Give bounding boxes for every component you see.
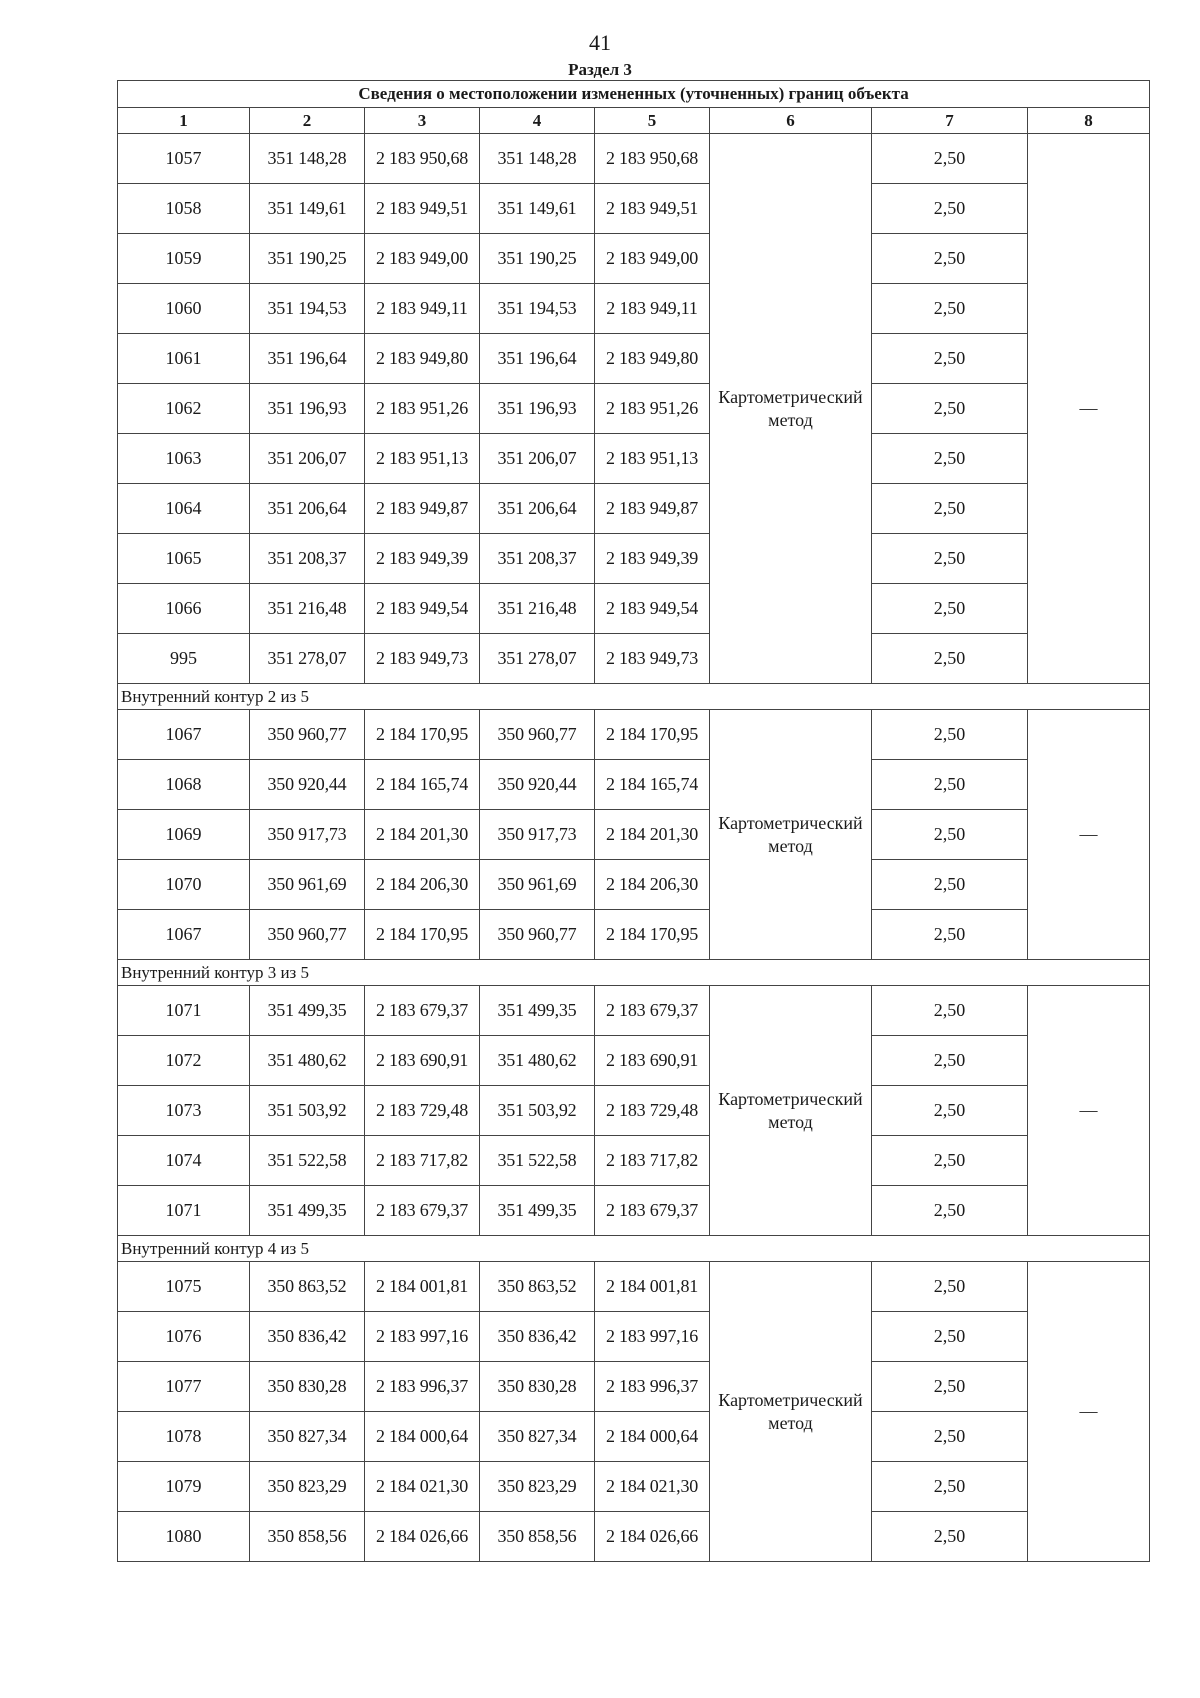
x-old-cell: 351 499,35 xyxy=(250,986,365,1036)
accuracy-cell: 2,50 xyxy=(872,1412,1028,1462)
point-number-cell: 1069 xyxy=(118,810,250,860)
contour-heading: Внутренний контур 2 из 5 xyxy=(118,684,1150,710)
accuracy-cell: 2,50 xyxy=(872,1262,1028,1312)
x-new-cell: 350 823,29 xyxy=(480,1462,595,1512)
y-old-cell: 2 184 201,30 xyxy=(365,810,480,860)
y-new-cell: 2 184 170,95 xyxy=(595,910,710,960)
table-caption: Сведения о местоположении измененных (уточненных) границ объекта xyxy=(118,81,1150,108)
accuracy-cell: 2,50 xyxy=(872,1036,1028,1086)
x-old-cell: 350 836,42 xyxy=(250,1312,365,1362)
table-row xyxy=(118,534,1150,584)
x-old-cell: 351 196,64 xyxy=(250,334,365,384)
x-old-cell: 350 917,73 xyxy=(250,810,365,860)
point-number-cell: 1066 xyxy=(118,584,250,634)
method-cell: Картометрический метод xyxy=(710,1262,872,1562)
x-new-cell: 350 836,42 xyxy=(480,1312,595,1362)
x-new-cell: 351 499,35 xyxy=(480,1186,595,1236)
column-number-5: 5 xyxy=(595,108,710,134)
accuracy-cell: 2,50 xyxy=(872,760,1028,810)
accuracy-cell: 2,50 xyxy=(872,634,1028,684)
table-row xyxy=(118,1412,1150,1462)
point-number-cell: 1057 xyxy=(118,134,250,184)
point-number-cell: 1068 xyxy=(118,760,250,810)
contour-heading-row xyxy=(118,960,1150,986)
table-row xyxy=(118,484,1150,534)
point-number-cell: 1063 xyxy=(118,434,250,484)
y-new-cell: 2 183 679,37 xyxy=(595,1186,710,1236)
x-new-cell: 351 216,48 xyxy=(480,584,595,634)
y-new-cell: 2 183 949,11 xyxy=(595,284,710,334)
point-number-cell: 1060 xyxy=(118,284,250,334)
y-new-cell: 2 183 949,39 xyxy=(595,534,710,584)
boundary-table xyxy=(117,80,1150,1562)
y-new-cell: 2 183 951,13 xyxy=(595,434,710,484)
x-old-cell: 351 196,93 xyxy=(250,384,365,434)
x-new-cell: 351 278,07 xyxy=(480,634,595,684)
table-row xyxy=(118,910,1150,960)
point-number-cell: 1077 xyxy=(118,1362,250,1412)
y-old-cell: 2 183 949,54 xyxy=(365,584,480,634)
accuracy-cell: 2,50 xyxy=(872,1462,1028,1512)
x-new-cell: 351 194,53 xyxy=(480,284,595,334)
column-number-6: 6 xyxy=(710,108,872,134)
column-number-2: 2 xyxy=(250,108,365,134)
description-cell: — xyxy=(1028,710,1150,960)
accuracy-cell: 2,50 xyxy=(872,810,1028,860)
accuracy-cell: 2,50 xyxy=(872,1086,1028,1136)
x-old-cell: 351 206,64 xyxy=(250,484,365,534)
x-new-cell: 351 149,61 xyxy=(480,184,595,234)
y-new-cell: 2 183 690,91 xyxy=(595,1036,710,1086)
x-new-cell: 350 830,28 xyxy=(480,1362,595,1412)
x-new-cell: 351 148,28 xyxy=(480,134,595,184)
point-number-cell: 1059 xyxy=(118,234,250,284)
accuracy-cell: 2,50 xyxy=(872,710,1028,760)
point-number-cell: 1067 xyxy=(118,710,250,760)
table-row xyxy=(118,1136,1150,1186)
x-old-cell: 350 961,69 xyxy=(250,860,365,910)
x-old-cell: 351 522,58 xyxy=(250,1136,365,1186)
method-cell: Картометрический метод xyxy=(710,134,872,684)
point-number-cell: 1080 xyxy=(118,1512,250,1562)
x-new-cell: 351 499,35 xyxy=(480,986,595,1036)
accuracy-cell: 2,50 xyxy=(872,484,1028,534)
table-row xyxy=(118,810,1150,860)
x-new-cell: 350 858,56 xyxy=(480,1512,595,1562)
contour-heading-row xyxy=(118,684,1150,710)
point-number-cell: 1079 xyxy=(118,1462,250,1512)
y-new-cell: 2 184 170,95 xyxy=(595,710,710,760)
x-new-cell: 351 208,37 xyxy=(480,534,595,584)
y-new-cell: 2 184 026,66 xyxy=(595,1512,710,1562)
y-old-cell: 2 183 950,68 xyxy=(365,134,480,184)
table-row xyxy=(118,1036,1150,1086)
accuracy-cell: 2,50 xyxy=(872,910,1028,960)
table-row xyxy=(118,134,1150,184)
y-old-cell: 2 183 949,11 xyxy=(365,284,480,334)
accuracy-cell: 2,50 xyxy=(872,434,1028,484)
x-old-cell: 350 863,52 xyxy=(250,1262,365,1312)
accuracy-cell: 2,50 xyxy=(872,334,1028,384)
table-row xyxy=(118,1512,1150,1562)
y-new-cell: 2 183 949,73 xyxy=(595,634,710,684)
x-new-cell: 351 196,93 xyxy=(480,384,595,434)
x-old-cell: 351 216,48 xyxy=(250,584,365,634)
y-old-cell: 2 184 026,66 xyxy=(365,1512,480,1562)
y-old-cell: 2 183 996,37 xyxy=(365,1362,480,1412)
y-old-cell: 2 183 679,37 xyxy=(365,1186,480,1236)
accuracy-cell: 2,50 xyxy=(872,986,1028,1036)
y-old-cell: 2 184 170,95 xyxy=(365,710,480,760)
y-old-cell: 2 183 949,51 xyxy=(365,184,480,234)
contour-heading: Внутренний контур 3 из 5 xyxy=(118,960,1150,986)
point-number-cell: 1061 xyxy=(118,334,250,384)
point-number-cell: 1070 xyxy=(118,860,250,910)
table-row xyxy=(118,760,1150,810)
y-new-cell: 2 183 997,16 xyxy=(595,1312,710,1362)
y-old-cell: 2 184 170,95 xyxy=(365,910,480,960)
x-old-cell: 351 499,35 xyxy=(250,1186,365,1236)
y-new-cell: 2 184 021,30 xyxy=(595,1462,710,1512)
accuracy-cell: 2,50 xyxy=(872,1136,1028,1186)
description-cell: — xyxy=(1028,986,1150,1236)
point-number-cell: 1072 xyxy=(118,1036,250,1086)
y-old-cell: 2 183 949,00 xyxy=(365,234,480,284)
x-old-cell: 350 858,56 xyxy=(250,1512,365,1562)
x-new-cell: 350 961,69 xyxy=(480,860,595,910)
y-old-cell: 2 183 717,82 xyxy=(365,1136,480,1186)
point-number-cell: 1074 xyxy=(118,1136,250,1186)
accuracy-cell: 2,50 xyxy=(872,134,1028,184)
accuracy-cell: 2,50 xyxy=(872,1186,1028,1236)
point-number-cell: 1062 xyxy=(118,384,250,434)
x-old-cell: 351 194,53 xyxy=(250,284,365,334)
x-old-cell: 350 827,34 xyxy=(250,1412,365,1462)
x-new-cell: 351 503,92 xyxy=(480,1086,595,1136)
x-new-cell: 350 960,77 xyxy=(480,910,595,960)
table-row xyxy=(118,986,1150,1036)
method-cell: Картометрический метод xyxy=(710,710,872,960)
point-number-cell: 1071 xyxy=(118,1186,250,1236)
y-old-cell: 2 183 949,39 xyxy=(365,534,480,584)
y-new-cell: 2 184 201,30 xyxy=(595,810,710,860)
column-number-8: 8 xyxy=(1028,108,1150,134)
table-row xyxy=(118,434,1150,484)
description-cell: — xyxy=(1028,134,1150,684)
y-old-cell: 2 183 951,13 xyxy=(365,434,480,484)
table-row xyxy=(118,384,1150,434)
table-row xyxy=(118,1362,1150,1412)
accuracy-cell: 2,50 xyxy=(872,860,1028,910)
table-row xyxy=(118,710,1150,760)
x-old-cell: 350 823,29 xyxy=(250,1462,365,1512)
section-title: Раздел 3 xyxy=(568,60,632,79)
accuracy-cell: 2,50 xyxy=(872,534,1028,584)
x-new-cell: 350 917,73 xyxy=(480,810,595,860)
table-row xyxy=(118,1312,1150,1362)
x-new-cell: 350 827,34 xyxy=(480,1412,595,1462)
x-old-cell: 350 960,77 xyxy=(250,910,365,960)
point-number-cell: 1076 xyxy=(118,1312,250,1362)
y-new-cell: 2 183 951,26 xyxy=(595,384,710,434)
table-row xyxy=(118,1262,1150,1312)
point-number-cell: 1071 xyxy=(118,986,250,1036)
x-old-cell: 351 148,28 xyxy=(250,134,365,184)
y-new-cell: 2 184 165,74 xyxy=(595,760,710,810)
table-row xyxy=(118,334,1150,384)
y-new-cell: 2 183 950,68 xyxy=(595,134,710,184)
x-new-cell: 351 206,07 xyxy=(480,434,595,484)
point-number-cell: 1075 xyxy=(118,1262,250,1312)
accuracy-cell: 2,50 xyxy=(872,234,1028,284)
accuracy-cell: 2,50 xyxy=(872,584,1028,634)
accuracy-cell: 2,50 xyxy=(872,284,1028,334)
page-number: 41 xyxy=(589,30,611,55)
y-new-cell: 2 183 679,37 xyxy=(595,986,710,1036)
y-new-cell: 2 183 729,48 xyxy=(595,1086,710,1136)
y-old-cell: 2 183 949,87 xyxy=(365,484,480,534)
column-number-7: 7 xyxy=(872,108,1028,134)
x-old-cell: 350 830,28 xyxy=(250,1362,365,1412)
accuracy-cell: 2,50 xyxy=(872,184,1028,234)
table-row xyxy=(118,1462,1150,1512)
point-number-cell: 1078 xyxy=(118,1412,250,1462)
y-old-cell: 2 184 021,30 xyxy=(365,1462,480,1512)
table-row xyxy=(118,234,1150,284)
table-row xyxy=(118,1086,1150,1136)
y-old-cell: 2 183 729,48 xyxy=(365,1086,480,1136)
y-old-cell: 2 184 165,74 xyxy=(365,760,480,810)
x-new-cell: 351 206,64 xyxy=(480,484,595,534)
column-number-1: 1 xyxy=(118,108,250,134)
y-old-cell: 2 184 206,30 xyxy=(365,860,480,910)
contour-heading-row xyxy=(118,1236,1150,1262)
x-new-cell: 351 480,62 xyxy=(480,1036,595,1086)
table-row xyxy=(118,634,1150,684)
y-new-cell: 2 184 206,30 xyxy=(595,860,710,910)
point-number-cell: 1065 xyxy=(118,534,250,584)
table-body xyxy=(118,134,1150,1562)
y-new-cell: 2 183 996,37 xyxy=(595,1362,710,1412)
x-old-cell: 350 920,44 xyxy=(250,760,365,810)
x-old-cell: 351 208,37 xyxy=(250,534,365,584)
y-new-cell: 2 184 000,64 xyxy=(595,1412,710,1462)
contour-heading: Внутренний контур 4 из 5 xyxy=(118,1236,1150,1262)
point-number-cell: 1058 xyxy=(118,184,250,234)
x-old-cell: 351 149,61 xyxy=(250,184,365,234)
y-new-cell: 2 183 717,82 xyxy=(595,1136,710,1186)
x-new-cell: 350 863,52 xyxy=(480,1262,595,1312)
column-number-3: 3 xyxy=(365,108,480,134)
x-new-cell: 350 920,44 xyxy=(480,760,595,810)
point-number-cell: 1067 xyxy=(118,910,250,960)
y-old-cell: 2 184 001,81 xyxy=(365,1262,480,1312)
y-old-cell: 2 183 949,80 xyxy=(365,334,480,384)
accuracy-cell: 2,50 xyxy=(872,1312,1028,1362)
y-new-cell: 2 183 949,00 xyxy=(595,234,710,284)
accuracy-cell: 2,50 xyxy=(872,384,1028,434)
table-row xyxy=(118,1186,1150,1236)
x-new-cell: 350 960,77 xyxy=(480,710,595,760)
point-number-cell: 1073 xyxy=(118,1086,250,1136)
x-old-cell: 351 206,07 xyxy=(250,434,365,484)
method-cell: Картометрический метод xyxy=(710,986,872,1236)
accuracy-cell: 2,50 xyxy=(872,1512,1028,1562)
y-old-cell: 2 183 949,73 xyxy=(365,634,480,684)
point-number-cell: 1064 xyxy=(118,484,250,534)
y-new-cell: 2 183 949,54 xyxy=(595,584,710,634)
accuracy-cell: 2,50 xyxy=(872,1362,1028,1412)
y-new-cell: 2 184 001,81 xyxy=(595,1262,710,1312)
y-new-cell: 2 183 949,51 xyxy=(595,184,710,234)
point-number-cell: 995 xyxy=(118,634,250,684)
y-old-cell: 2 184 000,64 xyxy=(365,1412,480,1462)
y-old-cell: 2 183 951,26 xyxy=(365,384,480,434)
description-cell: — xyxy=(1028,1262,1150,1562)
y-new-cell: 2 183 949,80 xyxy=(595,334,710,384)
x-old-cell: 351 278,07 xyxy=(250,634,365,684)
table-row xyxy=(118,184,1150,234)
y-new-cell: 2 183 949,87 xyxy=(595,484,710,534)
table-row xyxy=(118,284,1150,334)
y-old-cell: 2 183 679,37 xyxy=(365,986,480,1036)
y-old-cell: 2 183 997,16 xyxy=(365,1312,480,1362)
table-row xyxy=(118,584,1150,634)
x-old-cell: 351 190,25 xyxy=(250,234,365,284)
x-old-cell: 350 960,77 xyxy=(250,710,365,760)
x-new-cell: 351 190,25 xyxy=(480,234,595,284)
x-old-cell: 351 480,62 xyxy=(250,1036,365,1086)
y-old-cell: 2 183 690,91 xyxy=(365,1036,480,1086)
x-old-cell: 351 503,92 xyxy=(250,1086,365,1136)
x-new-cell: 351 522,58 xyxy=(480,1136,595,1186)
column-number-4: 4 xyxy=(480,108,595,134)
table-row xyxy=(118,860,1150,910)
x-new-cell: 351 196,64 xyxy=(480,334,595,384)
column-number-row xyxy=(118,108,1150,134)
